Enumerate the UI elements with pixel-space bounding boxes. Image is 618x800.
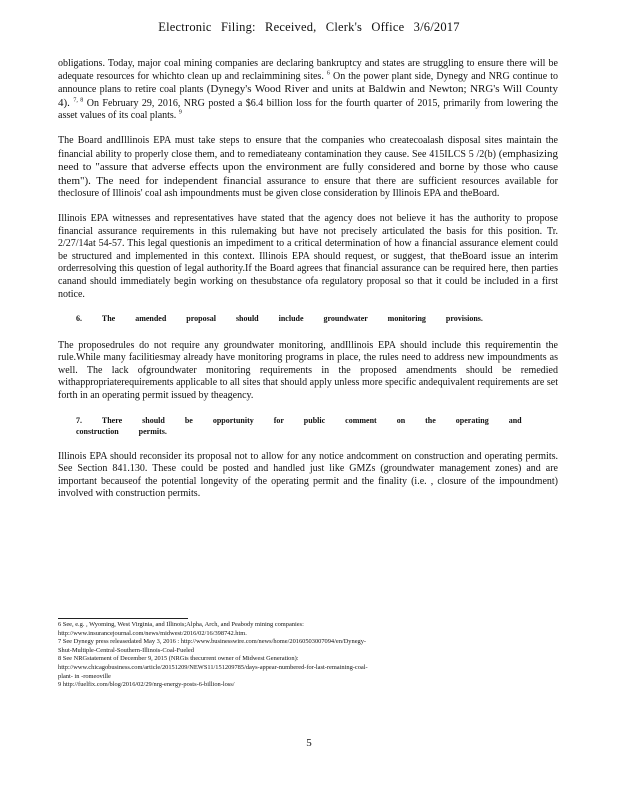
document-body	[58, 58, 558, 513]
paragraph-text: On February 29, 2016, NRG posted a $6.4 billion loss for the fourth quarter of 2015, primarily from lowering the asset values of its coal plants.	[58, 97, 559, 122]
paragraph-text: On the power plant side, Dynegy and NRG continue to announce plans to retire coal plants	[58, 70, 559, 96]
footnotes	[58, 621, 558, 690]
footnote-8-link: http://www.chicagobusiness.com/article/20151209/NEWS11/151209785/days-appear-numbered-for-last-remaining-coal-	[58, 663, 368, 671]
footnote-ref-7-8: 7, 8	[73, 97, 84, 104]
section-heading-6: 6. The amended proposal should include groundwater monitoring provisions.	[76, 314, 483, 324]
footnote-6: 6 See, e.g. , Wyoming, West Virginia, and Illinois;Alpha, Arch, and Peabody mining companies:	[58, 621, 304, 628]
paragraph-board-steps	[58, 135, 558, 201]
paragraph-public-comment: Illinois EPA should reconsider its proposal not to allow for any notice andcomment on construction and operating permits. See Section 841.130. These could be posted and handled just like GMZs (groundwater management zones) and are important becauseof the potential longevity of the operating permit and the finality (i.e. , closure of the impoundment) involved with construction permits.	[58, 450, 558, 500]
paragraph-coal-obligations	[58, 58, 558, 123]
section-heading-7: 7. There should be opportunity for public comment on the operating and construction permits.	[76, 415, 522, 436]
paragraph-text: obligations. Today, major coal mining companies are declaring bankruptcy and states are struggling to ensure there will be adequate resources for whichto clean up and reclaimmining sites.	[58, 58, 558, 82]
footnote-ref-9: 9	[178, 110, 182, 117]
paragraph-text: The Board andIllinois EPA must take steps to ensure that the companies who createcoalash disposal sites maintain the financial ability to properly close them, and to remediateany contamination they cause. See 415ILCS 5 /2(b)	[58, 134, 558, 160]
footnote-divider	[58, 618, 188, 619]
footnote-8-cont: plant- in -romeoville	[58, 672, 111, 680]
paragraph-legal-authority: Illinois EPA witnesses and representatives have stated that the agency does not believe it has the authority to propose financial assurance requirements in this rulemaking but have not precisely articulated the basis for this position. Tr. 2/27/14at 54-57. This legal questionis an impediment to a critical determination of how a financial assurance element could be structured and implemented in this context. Illinois EPA should request, or suggest, that theBoard issue an interim orderresolving this question of legal authority.If the Board agrees that financial assurance can be required here, then parties canand should immediately begin working on thesubstance ofa regulatory proposal so that it could be included in a first notice.	[58, 212, 558, 300]
filing-header: Electronic Filing: Received, Clerk's Office 3/6/2017	[158, 20, 460, 34]
footnote-7-cont: Shut-Multiple-Central-Southern-Illinois-Coal-Fueled	[58, 646, 194, 654]
footnote-7: 7 See Dynegy press releasedated May 3, 2016 : http://www.businesswire.com/news/home/20160503007094/en/Dynegy-	[58, 638, 367, 646]
paragraph-groundwater: The proposedrules do not require any groundwater monitoring, andIllinois EPA should include this requirementin the rule.While many facilitiesmay already have monitoring programs in place, the rules need to address new impoundments as well. The lack ofgroundwater monitoring requirements in the proposed amendments should be remedied withappropriaterequirements applicable to all sites that should apply unless more specific andequivalent requirements are set forth in an operating permit issued by theagency.	[58, 339, 558, 402]
footnote-8: 8 See NRGstatement of December 9, 2015 (NRGis thecurrent owner of Midwest Generation):	[58, 655, 299, 663]
page-number: 5	[306, 737, 312, 749]
footnote-ref-6: 6	[326, 70, 330, 77]
footnote-6-link: http://www.insurancejournal.com/news/midwest/2016/02/16/398742.htm.	[58, 629, 247, 637]
paragraph-text: assurance to ensure that there are sufficient resources available for theclosure of Illinois' coal ash impoundments must be given close consideration by Illinois EPA and theBoard.	[58, 175, 558, 200]
paragraph-text: (Dynegy's Wood River and units at Baldwin and Newton; NRG's Will County 4).	[58, 83, 558, 109]
paragraph-text: (emphasizing need to "assure that adverse effects upon the environment are fully considered and borne by those who cause them"). The need for independent financial	[58, 147, 558, 187]
footnote-9: 9 http://fuelfix.com/blog/2016/02/29/nrg-energy-posts-6-billion-loss/	[58, 681, 235, 689]
